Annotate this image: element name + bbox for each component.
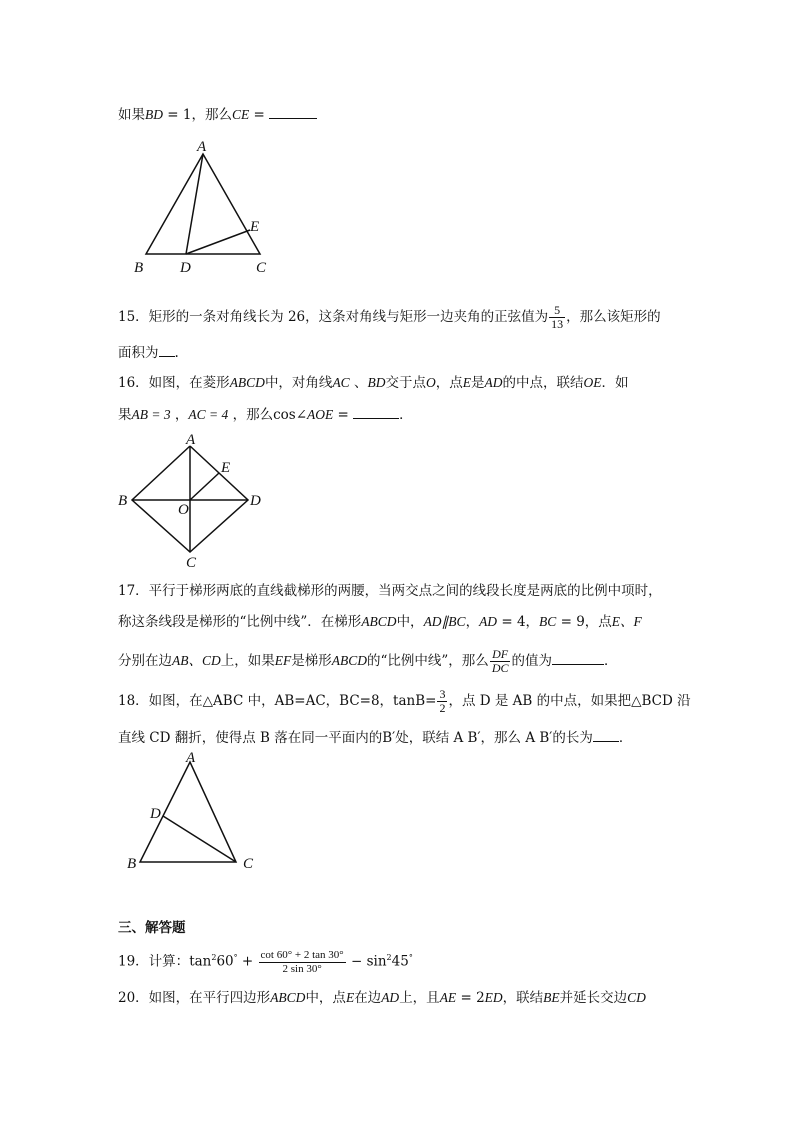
q18-line1 [118,688,691,715]
label-c: C [256,260,267,276]
text: ，那么该矩形的 [566,309,661,325]
figure-triangle-abc-18 [122,748,272,876]
text: = 4， [497,614,540,630]
cos-symbol: cos∠ [273,407,308,423]
text: 18．如图，在△ABC 中，AB=AC，BC=8，tanB= [118,693,437,709]
eq-ab: AB = 3 [131,407,171,422]
label-bc: BC [539,614,557,629]
text: ，点 [435,375,463,391]
label-d: D [150,806,161,822]
text: 17．平行于梯形两底的直线截梯形的两腰，当两交点之间的线段长度是两底的比例中项时， [118,583,662,599]
label-e: E [345,990,355,1005]
segment-oe [190,473,219,500]
text: 20．如图，在平行四边形 [118,990,271,1006]
text: ，点 D 是 AB 的中点，如果把△BCD 沿 [448,693,691,709]
text: 19．计算： [118,953,190,970]
label-d: D [180,260,191,276]
text: 16．如图，在菱形 [118,375,230,391]
label-ab-cd: AB、CD [172,653,221,668]
section-heading: 三、解答题 [118,920,186,936]
text: 的“比例中线”，那么 [367,653,489,669]
text: 果 [118,407,132,423]
text: 并延长交边 [559,990,628,1006]
text: 上，如果 [220,653,275,669]
text: ，联结 [502,990,544,1006]
label-be: BE [543,990,560,1005]
text: 是梯形 [291,653,332,669]
text: 面积为 [118,345,159,361]
answer-blank [269,104,317,119]
label-c: C [186,555,197,571]
label-bd: BD [367,375,386,390]
segment-bd: BD [145,107,163,122]
segment-de [186,230,250,254]
text: = [249,107,270,123]
fraction-expression [259,949,346,976]
text: 交于点 [385,375,426,391]
answer-blank [353,404,399,419]
text: ．如 [601,375,629,391]
text: 中， [396,614,424,630]
q17-line3: 分别在边AB、CD上，如果EF是梯形ABCD的“比例中线”，那么 $\frac{DF}{DC}$ 的值为 ． [118,647,618,675]
text: 称这条线段是梯形的“比例中线”．在梯形 [118,614,362,630]
label-a: A [197,139,207,155]
label-oe: OE [583,375,602,390]
text: 如果 [118,107,145,123]
text: ， [465,614,480,630]
figure-rhombus-16 [114,432,274,572]
label-o: O [426,375,436,390]
tan-symbol: tan [189,953,212,970]
eq-ac: AC = 4 [188,407,229,422]
angle-aoe: AOE [307,407,334,422]
label-ad: AD [479,614,498,629]
answer-blank [159,342,175,357]
text: 、 [349,375,368,391]
segment-ce: CE [231,107,250,122]
text: ， [170,407,189,423]
label-a: A [186,750,196,766]
label-cd: CD [627,990,646,1005]
label-ef: E、F [611,614,642,629]
denominator: 13 [551,317,564,331]
label-abcd: ABCD [270,990,306,1005]
answer-blank [593,727,619,742]
numerator: cot 60° + 2 tan 30° [260,948,344,961]
numerator: 3 [439,687,446,701]
label-b: B [134,260,144,276]
text: = 1，那么 [163,107,232,123]
exponent: 2 [386,953,392,962]
label-ac: AC [332,375,350,390]
q16-line1 [118,373,629,393]
text: = 2 [456,990,485,1006]
text: = 9 [556,614,585,630]
denominator: 2 [439,701,446,715]
fraction-5-13 [549,304,565,331]
degree-symbol: ° [408,953,413,962]
text: 的中点，联结 [502,375,584,391]
q16-line2: 果AB = 3 ，AC = 4 ，那么cos∠AOE = ． [118,404,413,425]
label-e: E [250,219,260,235]
fraction-df-dc [490,648,511,675]
text: ，点 [584,614,612,630]
label-a: A [186,432,196,448]
q17-line2 [118,612,642,632]
label-b: B [118,493,128,509]
fraction-3-2 [437,688,447,715]
label-abcd: ABCD [229,375,265,390]
q15-line1 [118,304,661,331]
label-d: D [250,493,261,509]
q14-tail-line [118,104,317,125]
denominator: DC [491,661,509,675]
label-ad: AD [381,990,400,1005]
label-b: B [127,856,137,872]
text: 上，且 [399,990,440,1006]
numerator: DF [490,648,511,662]
text: − sin [346,953,387,970]
label-ae: AE [439,990,457,1005]
angle-value: 45 [391,953,409,970]
text: 是 [471,375,485,391]
label-o: O [178,502,189,518]
label-c: C [243,856,254,872]
text: 中，点 [305,990,346,1006]
text: = [333,407,354,423]
text: 分别在边 [118,653,172,669]
text: ，那么 [228,407,274,423]
label-ed: ED [484,990,503,1005]
label-ef: EF [274,653,292,668]
label-abcd: ABCD [361,614,397,629]
triangle-abc [146,154,260,254]
q15-line2: 面积为 . [118,342,179,363]
ad-parallel-bc: AD∥BC [423,614,466,629]
answer-blank [552,650,604,665]
numerator: 5 [549,304,565,318]
text: 在边 [354,990,382,1006]
figure-triangle-abc-14 [130,136,280,278]
q18-line2: 直线 CD 翻折，使得点 B 落在同一平面内的B′处，联结 A B′，那么 A B′的长为 ． [118,727,632,748]
denominator: 2 sin 30° [282,962,322,975]
degree-symbol: ° [233,953,238,962]
label-e: E [221,460,231,476]
label-ad: AD [484,375,503,390]
text: + [237,953,258,970]
angle-value: 60 [216,953,234,970]
label-abcd: ABCD [331,653,367,668]
label-e: E [462,375,471,390]
exponent: 2 [211,953,217,962]
q17-line1 [118,581,662,601]
text: 的值为 [511,653,552,669]
q19-line [118,948,413,976]
text: 15．矩形的一条对角线长为 26，这条对角线与矩形一边夹角的正弦值为 [118,309,549,325]
text: 中，对角线 [264,375,333,391]
text: 直线 CD 翻折，使得点 B 落在同一平面内的B′处，联结 A B′，那么 A B′的长为 [118,730,593,746]
q20-line [118,988,646,1008]
